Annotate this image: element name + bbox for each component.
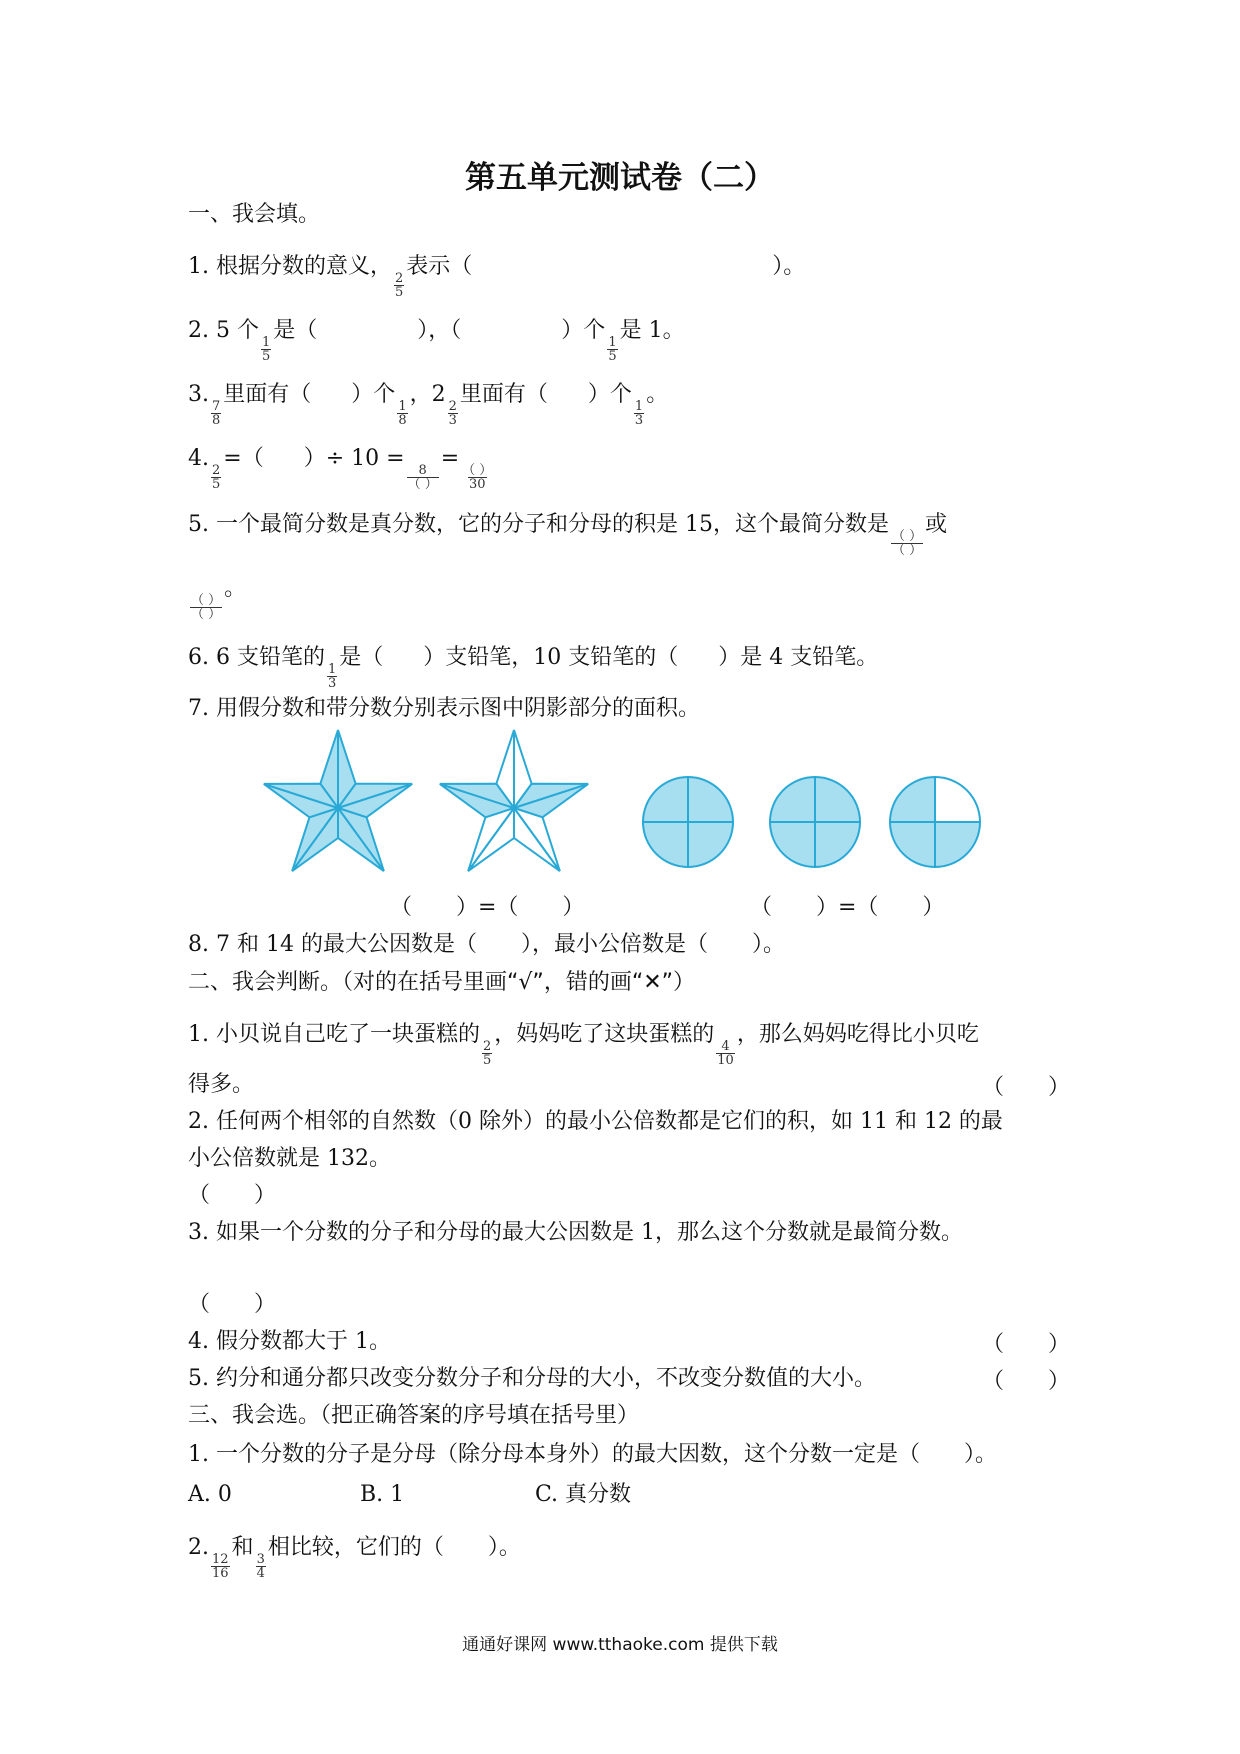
answer-bracket[interactable]: （ ） [982, 1332, 1071, 1357]
star-1-shaded [264, 730, 412, 871]
question-2-4: 4. 假分数都大于 1。 [188, 1329, 391, 1354]
fraction: $\frac{1}{5}$ [608, 335, 617, 364]
section-2-heading: 二、我会判断。（对的在括号里画“√”，错的画“✕”） [188, 970, 696, 995]
question-2-2-cont: 小公倍数就是 132。 [188, 1146, 391, 1171]
circle-quarter [815, 822, 860, 867]
question-1-3: 3. $\frac{7}{8}$ 里面有（ ）个 $\frac{1}{8}$ ，2 $\frac{2}{3}$ 里面有（ ）个 $\frac{1}{3}$ 。 [188, 382, 669, 428]
circle-quarter [890, 822, 935, 867]
circle-quarter [890, 777, 935, 822]
question-3-2: 2. $\frac{12}{16}$ 和 $\frac{3}{4}$ 相比较，它们的（ ）。 [188, 1535, 521, 1581]
question-2-2: 2. 任何两个相邻的自然数（0 除外）的最小公倍数都是它们的积，如 11 和 12 的最 [188, 1109, 1003, 1134]
answer-bracket[interactable]: （ ） [188, 1292, 277, 1317]
section-1-heading: 一、我会填。 [188, 202, 321, 227]
circle-quarter [770, 777, 815, 822]
question-3-1: 1. 一个分数的分子是分母（除分母本身外）的最大因数，这个分数一定是（ ）。 [188, 1442, 997, 1467]
answer-bracket[interactable]: （ ） [982, 1369, 1071, 1394]
fraction: $\frac{7}{8}$ [212, 399, 221, 428]
question-2-5: 5. 约分和通分都只改变分数分子和分母的大小，不改变分数值的大小。 [188, 1366, 876, 1391]
fraction: $\frac{2}{5}$ [212, 463, 221, 492]
fraction: $\frac{2}{5}$ [394, 271, 404, 300]
fraction: $\frac{4}{10}$ [717, 1039, 734, 1068]
fraction: $\frac{( )}{( )}$ [891, 529, 923, 558]
option-a: A. 0 [188, 1482, 232, 1507]
question-2-1-cont: 得多。 [188, 1072, 255, 1097]
question-2-3: 3. 如果一个分数的分子和分母的最大公因数是 1，那么这个分数就是最简分数。 [188, 1220, 963, 1245]
fraction: $\frac{3}{4}$ [256, 1552, 265, 1581]
circle-quarter [935, 822, 980, 867]
circle-quarter [935, 777, 980, 822]
question-1-8: 8. 7 和 14 的最大公因数是（ ），最小公倍数是（ ）。 [188, 932, 785, 957]
question-1-5-cont: $\frac{( )}{( )}$ 。 [191, 576, 247, 622]
circle-quarter [643, 777, 688, 822]
circle-1-full [643, 777, 733, 867]
fraction: $\frac{1}{3}$ [327, 662, 337, 691]
question-1-7: 7. 用假分数和带分数分别表示图中阴影部分的面积。 [188, 696, 700, 721]
question-1-1: 1. 根据分数的意义， $\frac{2}{5}$ 表示（ ）。 [188, 254, 806, 300]
fraction: $\frac{1}{3}$ [634, 399, 644, 428]
fraction: $\frac{12}{16}$ [212, 1552, 229, 1581]
question-1-4: 4. $\frac{2}{5}$ =（ ）÷ 10 = $\frac{8}{( )}$ = $\frac{( )}{30}$ [188, 446, 493, 492]
section-3-heading: 三、我会选。（把正确答案的序号填在括号里） [188, 1403, 640, 1428]
circle-quarter [688, 777, 733, 822]
fraction: $\frac{( )}{30}$ [462, 463, 493, 492]
footer-credit: 通通好课网 www.tthaoke.com 提供下载 [462, 1635, 778, 1655]
circle-quarter [688, 822, 733, 867]
circle-quarter [815, 777, 860, 822]
circle-quarter [643, 822, 688, 867]
option-b: B. 1 [360, 1482, 405, 1507]
star-2-partial [440, 730, 588, 871]
q7-answer-right: （ ）=（ ） [750, 895, 945, 920]
question-1-2: 2. 5 个 $\frac{1}{5}$ 是（ ），（ ）个 $\frac{1}{5}$ 是 1。 [188, 318, 685, 364]
option-c: C. 真分数 [535, 1482, 632, 1507]
fraction: $\frac{8}{( )}$ [407, 463, 438, 492]
fraction: $\frac{2}{3}$ [448, 399, 457, 428]
page-title: 第五单元测试卷（二） [465, 160, 775, 196]
answer-bracket[interactable]: （ ） [188, 1183, 277, 1208]
fraction: $\frac{( )}{( )}$ [191, 593, 222, 622]
q7-answer-left: （ ）=（ ） [390, 895, 585, 920]
question-1-5: 5. 一个最简分数是真分数，它的分子和分母的积是 15，这个最简分数是 $\frac{( )}{( )}$ 或 [188, 512, 948, 558]
fraction: $\frac{2}{5}$ [482, 1039, 492, 1068]
fraction: $\frac{1}{8}$ [398, 399, 407, 428]
circle-quarter [770, 822, 815, 867]
answer-bracket[interactable]: （ ） [982, 1075, 1071, 1100]
question-2-1: 1. 小贝说自己吃了一块蛋糕的 $\frac{2}{5}$ ，妈妈吃了这块蛋糕的 $\frac{4}{10}$ ，那么妈妈吃得比小贝吃 [188, 1022, 979, 1068]
fraction: $\frac{1}{5}$ [261, 335, 271, 364]
circle-3-three-quarters [890, 777, 980, 867]
circle-2-full [770, 777, 860, 867]
question-1-6: 6. 6 支铅笔的 $\frac{1}{3}$ 是（ ）支铅笔，10 支铅笔的（ ）是 4 支铅笔。 [188, 645, 879, 691]
